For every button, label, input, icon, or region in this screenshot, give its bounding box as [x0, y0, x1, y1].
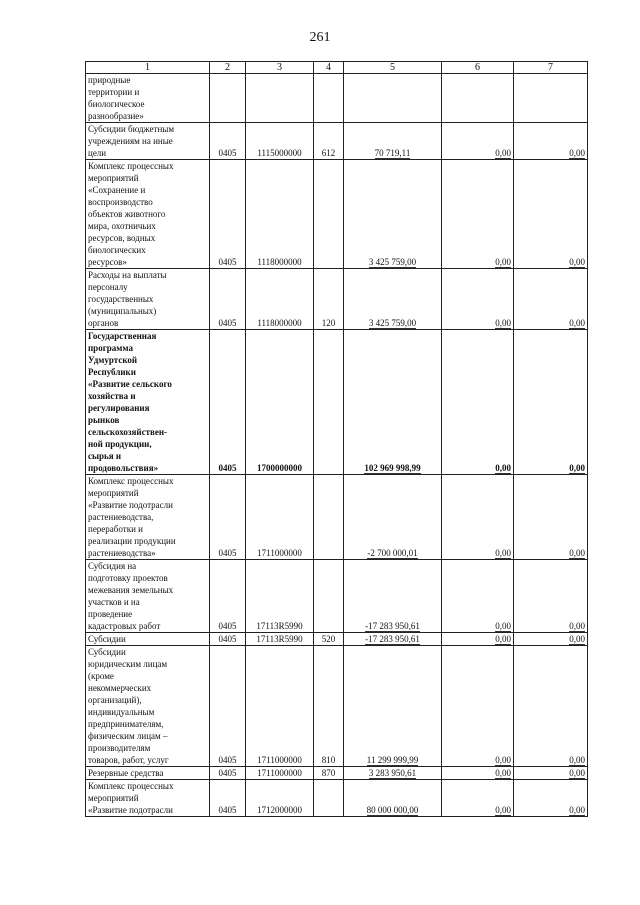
- section-code-cell: 0405: [210, 560, 246, 633]
- value-col-7-value: 0,00: [569, 634, 585, 644]
- item-name-cell: [86, 780, 210, 817]
- value-col-7-value: 0,00: [569, 768, 585, 778]
- value-col-7-cell: [514, 780, 588, 817]
- amount-value: -17 283 950,61: [365, 634, 420, 644]
- target-article-code-cell: 1115000000: [246, 123, 314, 160]
- section-code-cell: 0405: [210, 475, 246, 560]
- item-name-line: Комплекс процессных: [88, 781, 174, 791]
- amount-cell: [344, 633, 442, 646]
- amount-value: 3 283 950,61: [368, 768, 417, 778]
- item-name-line: растениеводства,: [88, 512, 154, 522]
- value-col-6-cell: [442, 160, 514, 269]
- item-name-line: производителям: [88, 743, 151, 753]
- item-name-line: юридическим лицам: [88, 659, 168, 669]
- table-row: [86, 269, 588, 330]
- expense-type-code-cell: [314, 330, 344, 475]
- item-name-line: рынков: [88, 415, 120, 425]
- item-name-line: физическим лицам –: [88, 731, 168, 741]
- section-code-cell: 0405: [210, 123, 246, 160]
- value-col-6-cell: [442, 767, 514, 780]
- amount-cell: [344, 560, 442, 633]
- item-name-cell: [86, 646, 210, 767]
- table-row: [86, 123, 588, 160]
- expense-type-code-cell: [314, 475, 344, 560]
- item-name-line: объектов животного: [88, 209, 166, 219]
- target-article-code-cell: 1118000000: [246, 160, 314, 269]
- item-name-line: межевания земельных: [88, 585, 174, 595]
- header-col-4: 4: [314, 62, 344, 74]
- value-col-7-cell: [514, 74, 588, 123]
- value-col-6-value: 0,00: [495, 318, 511, 328]
- header-col-2: 2: [210, 62, 246, 74]
- expense-type-code-cell: 810: [314, 646, 344, 767]
- item-name-line: ресурсов»: [88, 257, 127, 267]
- expense-type-code-cell: 520: [314, 633, 344, 646]
- expense-type-code-cell: [314, 74, 344, 123]
- amount-value: 70 719,11: [374, 148, 411, 158]
- item-name-line: кадастровых работ: [88, 621, 161, 631]
- expense-type-code-cell: 612: [314, 123, 344, 160]
- item-name-line: биологическое: [88, 99, 145, 109]
- item-name-line: предпринимателям,: [88, 719, 164, 729]
- item-name-line: Резервные средства: [88, 768, 164, 778]
- amount-value: 3 425 759,00: [368, 318, 417, 328]
- item-name-line: разнообразие»: [88, 111, 144, 121]
- value-col-6-cell: [442, 74, 514, 123]
- section-code-cell: 0405: [210, 646, 246, 767]
- budget-table: [85, 61, 588, 817]
- item-name-line: мероприятий: [88, 488, 139, 498]
- value-col-7-cell: [514, 475, 588, 560]
- item-name-cell: [86, 269, 210, 330]
- value-col-7-cell: [514, 123, 588, 160]
- value-col-6-value: 0,00: [495, 257, 511, 267]
- value-col-6-cell: [442, 475, 514, 560]
- expense-type-code-cell: [314, 780, 344, 817]
- value-col-6-value: 0,00: [495, 768, 511, 778]
- amount-cell: [344, 767, 442, 780]
- item-name-cell: [86, 160, 210, 269]
- table-row: [86, 160, 588, 269]
- item-name-line: сельскохозяйствен-: [88, 427, 168, 437]
- value-col-6-value: 0,00: [495, 463, 511, 473]
- value-col-7-value: 0,00: [569, 463, 585, 473]
- amount-cell: [344, 475, 442, 560]
- target-article-code-cell: 17113R5990: [246, 560, 314, 633]
- table-body: [86, 74, 588, 817]
- value-col-6-cell: [442, 780, 514, 817]
- value-col-6-cell: [442, 330, 514, 475]
- value-col-6-cell: [442, 646, 514, 767]
- section-code-cell: [210, 74, 246, 123]
- value-col-6-value: 0,00: [495, 805, 511, 815]
- item-name-line: продовольствия»: [88, 463, 159, 473]
- amount-value: 3 425 759,00: [368, 257, 417, 267]
- amount-cell: [344, 646, 442, 767]
- item-name-line: программа: [88, 343, 133, 353]
- item-name-line: сырья и: [88, 451, 122, 461]
- item-name-line: Субсидии: [88, 634, 126, 644]
- section-code-cell: 0405: [210, 330, 246, 475]
- item-name-line: реализации продукции: [88, 536, 176, 546]
- item-name-cell: [86, 74, 210, 123]
- section-code-cell: 0405: [210, 160, 246, 269]
- item-name-line: хозяйства и: [88, 391, 136, 401]
- table-row: [86, 780, 588, 817]
- value-col-6-cell: [442, 633, 514, 646]
- item-name-line: мероприятий: [88, 793, 139, 803]
- header-row: [86, 62, 588, 74]
- amount-cell: [344, 780, 442, 817]
- item-name-line: территории и: [88, 87, 140, 97]
- value-col-6-value: 0,00: [495, 548, 511, 558]
- amount-cell: [344, 269, 442, 330]
- amount-value: 11 299 999,99: [366, 755, 419, 765]
- item-name-line: «Развитие подотрасли: [88, 500, 173, 510]
- target-article-code-cell: 1711000000: [246, 475, 314, 560]
- target-article-code-cell: 17113R5990: [246, 633, 314, 646]
- item-name-line: (кроме: [88, 671, 114, 681]
- target-article-code-cell: 1700000000: [246, 330, 314, 475]
- header-col-6: 6: [442, 62, 514, 74]
- header-col-7: 7: [514, 62, 588, 74]
- value-col-6-value: 0,00: [495, 634, 511, 644]
- item-name-line: Расходы на выплаты: [88, 270, 167, 280]
- item-name-line: «Развитие подотрасли: [88, 805, 173, 815]
- target-article-code-cell: 1118000000: [246, 269, 314, 330]
- item-name-line: цели: [88, 148, 107, 158]
- expense-type-code-cell: [314, 160, 344, 269]
- item-name-line: мероприятий: [88, 173, 139, 183]
- amount-value: 80 000 000,00: [366, 805, 419, 815]
- item-name-line: подготовку проектов: [88, 573, 168, 583]
- item-name-line: переработки и: [88, 524, 143, 534]
- table-row: [86, 646, 588, 767]
- item-name-line: индивидуальным: [88, 707, 155, 717]
- item-name-line: мира, охотничьих: [88, 221, 156, 231]
- section-code-cell: 0405: [210, 767, 246, 780]
- expense-type-code-cell: [314, 560, 344, 633]
- value-col-7-value: 0,00: [569, 148, 585, 158]
- table-row: [86, 74, 588, 123]
- value-col-6-value: 0,00: [495, 755, 511, 765]
- header-col-3: 3: [246, 62, 314, 74]
- amount-value: -2 700 000,01: [367, 548, 418, 558]
- value-col-6-cell: [442, 269, 514, 330]
- item-name-line: участков и на: [88, 597, 140, 607]
- item-name-line: проведение: [88, 609, 133, 619]
- page-number: 261: [309, 30, 331, 45]
- item-name-line: Комплекс процессных: [88, 161, 174, 171]
- target-article-code-cell: 1711000000: [246, 767, 314, 780]
- item-name-cell: [86, 330, 210, 475]
- item-name-line: товаров, работ, услуг: [88, 755, 169, 765]
- item-name-line: Субсидия на: [88, 561, 137, 571]
- item-name-cell: [86, 123, 210, 160]
- amount-cell: [344, 74, 442, 123]
- value-col-6-value: 0,00: [495, 621, 511, 631]
- item-name-line: персоналу: [88, 282, 128, 292]
- value-col-7-cell: [514, 767, 588, 780]
- item-name-line: государственных: [88, 294, 154, 304]
- item-name-line: Республики: [88, 367, 136, 377]
- item-name-line: Субсидии бюджетным: [88, 124, 175, 134]
- header-col-5: 5: [344, 62, 442, 74]
- item-name-cell: [86, 560, 210, 633]
- item-name-line: «Развитие сельского: [88, 379, 172, 389]
- table-row: [86, 633, 588, 646]
- value-col-7-value: 0,00: [569, 257, 585, 267]
- value-col-7-value: 0,00: [569, 621, 585, 631]
- target-article-code-cell: 1711000000: [246, 646, 314, 767]
- value-col-7-cell: [514, 646, 588, 767]
- table-row: [86, 767, 588, 780]
- item-name-line: учреждениям на иные: [88, 136, 173, 146]
- item-name-line: Удмуртской: [88, 355, 138, 365]
- item-name-line: растениеводства»: [88, 548, 156, 558]
- item-name-line: ной продукции,: [88, 439, 152, 449]
- value-col-6-value: 0,00: [495, 148, 511, 158]
- item-name-line: биологических: [88, 245, 146, 255]
- value-col-7-cell: [514, 560, 588, 633]
- item-name-line: организаций),: [88, 695, 142, 705]
- table-row: [86, 475, 588, 560]
- item-name-line: регулирования: [88, 403, 150, 413]
- value-col-6-cell: [442, 123, 514, 160]
- value-col-6-cell: [442, 560, 514, 633]
- header-col-1: 1: [86, 62, 210, 74]
- amount-cell: [344, 330, 442, 475]
- value-col-7-cell: [514, 330, 588, 475]
- section-code-cell: 0405: [210, 269, 246, 330]
- section-code-cell: 0405: [210, 780, 246, 817]
- item-name-cell: [86, 475, 210, 560]
- target-article-code-cell: [246, 74, 314, 123]
- value-col-7-value: 0,00: [569, 318, 585, 328]
- value-col-7-value: 0,00: [569, 805, 585, 815]
- item-name-line: воспроизводство: [88, 197, 153, 207]
- item-name-cell: [86, 767, 210, 780]
- amount-cell: [344, 123, 442, 160]
- value-col-7-value: 0,00: [569, 548, 585, 558]
- item-name-line: Государственная: [88, 331, 157, 341]
- item-name-line: (муниципальных): [88, 306, 157, 316]
- value-col-7-cell: [514, 160, 588, 269]
- item-name-line: «Сохранение и: [88, 185, 146, 195]
- value-col-7-cell: [514, 633, 588, 646]
- section-code-cell: 0405: [210, 633, 246, 646]
- table-row: [86, 330, 588, 475]
- item-name-line: Субсидии: [88, 647, 126, 657]
- value-col-7-cell: [514, 269, 588, 330]
- table-row: [86, 560, 588, 633]
- value-col-7-value: 0,00: [569, 755, 585, 765]
- item-name-cell: [86, 633, 210, 646]
- amount-value: -17 283 950,61: [365, 621, 420, 631]
- target-article-code-cell: 1712000000: [246, 780, 314, 817]
- expense-type-code-cell: 870: [314, 767, 344, 780]
- item-name-line: ресурсов, водных: [88, 233, 156, 243]
- amount-cell: [344, 160, 442, 269]
- amount-value: 102 969 998,99: [364, 463, 421, 473]
- item-name-line: природные: [88, 75, 131, 85]
- expense-type-code-cell: 120: [314, 269, 344, 330]
- item-name-line: некоммерческих: [88, 683, 152, 693]
- item-name-line: органов: [88, 318, 119, 328]
- item-name-line: Комплекс процессных: [88, 476, 174, 486]
